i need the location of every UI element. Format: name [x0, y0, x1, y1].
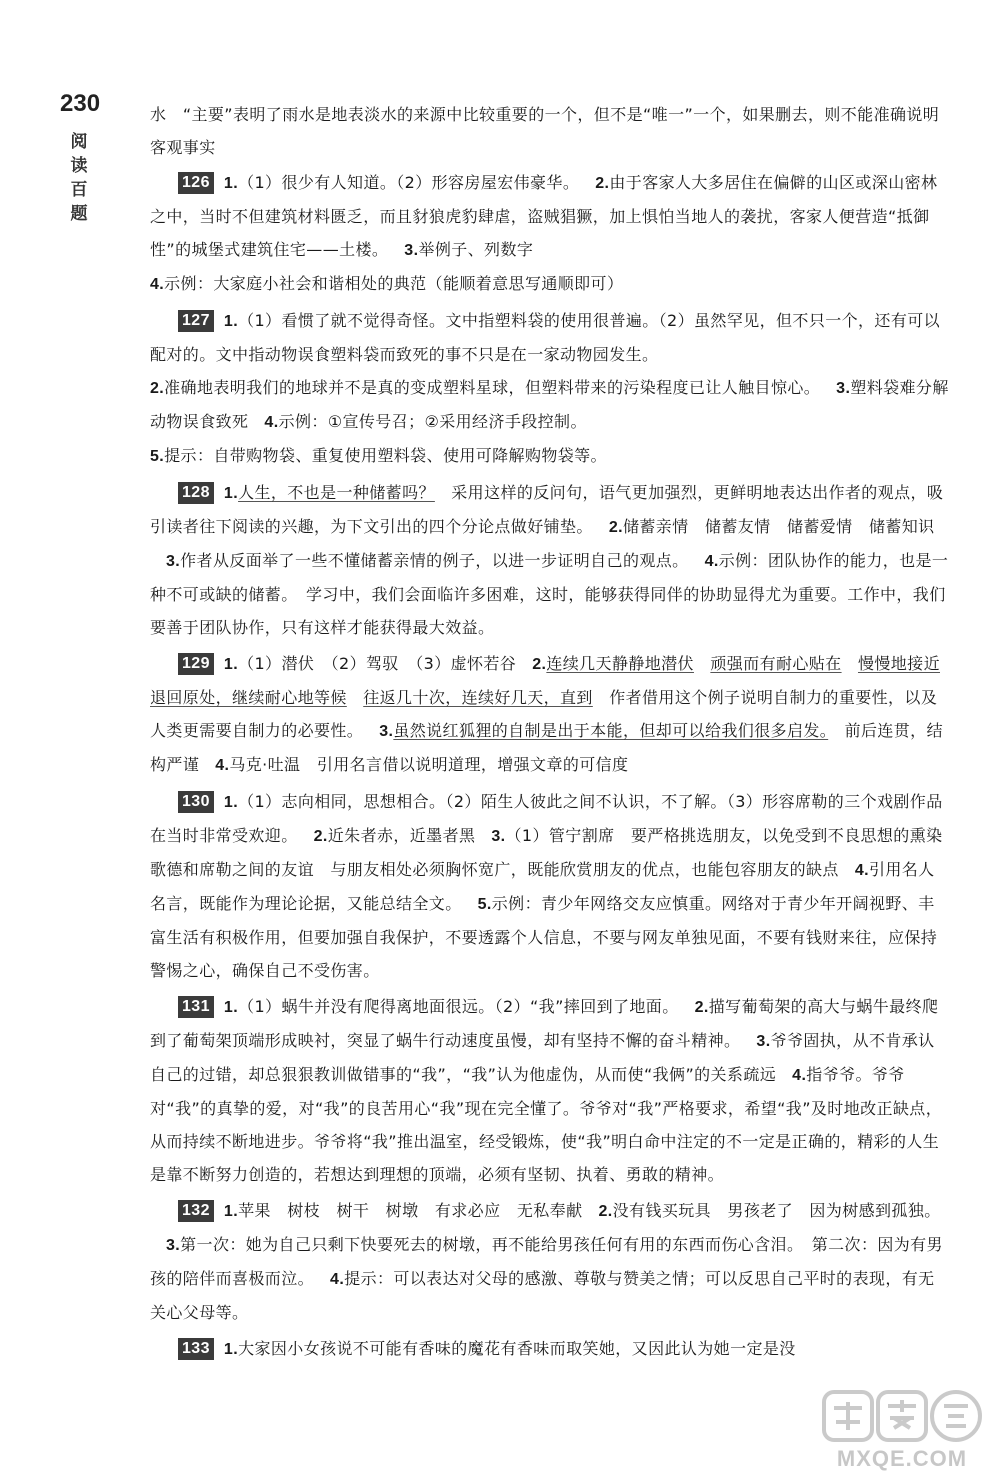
item-text: （1）看惯了就不觉得奇怪。文中指塑料袋的使用很普遍。（2）虽然罕见，但不只一个，还有可以配对的。文中指动物误食塑料袋而致死的事不只是在一家动物园发生。: [150, 311, 941, 364]
item-text: 示例：①宣传号召；②采用经济手段控制。: [278, 412, 587, 431]
item-text: 塑料袋难分解 动物误食致死: [150, 378, 966, 431]
page-number: 230: [60, 90, 101, 117]
underlined-quote: 虽然说红狐狸的自制是出于本能，但却可以给我们很多启发。: [393, 721, 829, 740]
answer-126: [150, 166, 950, 301]
item-text: 示例：大家庭小社会和谐相处的典范（能顺着意思写通顺即可）: [164, 274, 624, 293]
item-number: 4.: [150, 276, 165, 293]
item-number: 4.: [792, 1067, 807, 1084]
answer-content: [150, 98, 966, 1369]
underlined-phrase: 退回原处，继续耐心地等候: [150, 688, 347, 707]
item-number: 2.: [150, 380, 165, 397]
question-number-badge: 127: [178, 310, 214, 332]
item-text: 由于客家人大多居住在偏僻的山区或深山密林之中，当时不但建筑材料匮乏，而且豺狼虎豹肆虐，盗贼猖獗，加上惧怕当地人的袭扰，客家人便营造“抵御性”的城堡式建筑住宅——土楼。: [150, 173, 938, 259]
item-text: 示例：青少年网络交友应慎重。网络对于青少年开阔视野、丰富生活有积极作用，但要加强自我保护，不要透露个人信息，不要与网友单独见面，不要有钱财来往，应保持警惕之心，确保自己不受伤害。: [150, 894, 938, 980]
item-number: 2.: [595, 175, 610, 192]
item-number: 1.: [223, 1203, 239, 1220]
underlined-phrase: 连续几天静静地潜伏: [546, 654, 694, 673]
item-text: 准确地表明我们的地球并不是真的变成塑料星球，但塑料带来的污染程度已让人触目惊心。: [164, 378, 821, 397]
side-title-char: 百: [70, 180, 88, 200]
item-number: 5.: [477, 896, 492, 913]
answer-129: [150, 647, 950, 782]
question-number-badge: 131: [178, 996, 214, 1018]
intro-text: “主要”表明了雨水是地表淡水的来源中比较重要的一个，但不是“唯一”一个，如果删去，则不能准确说明客观事实: [150, 105, 940, 157]
item-number: 2.: [313, 828, 328, 845]
item-number: 1.: [223, 656, 239, 673]
item-text: 苹果 树枝 树干 树墩 有求必应 无私奉献: [238, 1201, 583, 1220]
item-text: 储蓄亲情 储蓄友情 储蓄爱情 储蓄知识: [622, 517, 935, 536]
item-number: 2.: [694, 999, 709, 1016]
side-title-char: 阅: [70, 132, 88, 152]
answer-131: [150, 990, 950, 1191]
item-number: 1.: [223, 175, 239, 192]
item-text: （1）管宁割席 要严格挑选朋友，以免受到不良思想的熏染 歌德和席勒之间的友谊 与朋友相处必须胸怀宽广，既能欣赏朋友的优点，也能包容朋友的缺点: [150, 826, 959, 879]
item-text: 指爷爷。爷爷对“我”的真挚的爱，对“我”的良苦用心“我”现在完全懂了。爷爷对“我”严格要求，希望“我”及时地改正缺点，从而持续不断地进步。爷爷将“我”推出温室，经受锻炼，使“我”明白命中注定的不一定是正确的，精彩的人生是靠不断努力创造的，若想达到理想的顶端，必须有坚韧、执着、勇敢的精神。: [150, 1065, 943, 1184]
question-number-badge: 132: [178, 1200, 214, 1222]
item-text: 采用这样的反问句，语气更加强烈，更鲜明地表达出作者的观点，吸引读者往下阅读的兴趣，为下文引出的四个分论点做好铺垫。: [150, 483, 944, 536]
item-text: 示例：团队协作的能力，也是一种不可或缺的储蓄。 学习中，我们会面临许多困难，这时，能够获得同伴的协助显得尤为重要。工作中，我们要善于团队协作，只有这样才能获得最大效益。: [150, 551, 949, 637]
question-number-badge: 126: [178, 172, 214, 194]
item-text: 描写葡萄架的高大与蜗牛最终爬到了葡萄架顶端形成映衬，突显了蜗牛行动速度虽慢，却有坚持不懈的奋斗精神。: [150, 997, 939, 1050]
answer-132: [150, 1194, 950, 1329]
intro-lead: 水: [150, 105, 167, 124]
item-number: 2.: [598, 1203, 613, 1220]
item-number: 1.: [223, 794, 239, 811]
item-number: 4.: [704, 553, 719, 570]
question-number-badge: 129: [178, 653, 214, 675]
side-title-char: 题: [70, 204, 88, 224]
item-number: 3.: [756, 1033, 771, 1050]
question-number-badge: 130: [178, 791, 214, 813]
item-text: （1）潜伏 （2）驾驭 （3）虚怀若谷: [238, 654, 517, 673]
question-number-badge: 133: [178, 1338, 214, 1360]
intro-paragraph: [150, 98, 950, 164]
item-text: 作者借用这个例子说明自制力的重要性，以及人类更需要自制力的必要性。: [150, 688, 938, 740]
answer-133: [150, 1332, 950, 1366]
underlined-phrase: 往返几十次，连续好几天，直到: [363, 688, 593, 707]
item-text: 第一次：她为自己只剩下快要死去的树墩，再不能给男孩任何有用的东西而伤心含泪。 第二次：因为有男孩的陪伴而喜极而泣。: [150, 1235, 943, 1288]
item-text: （1）很少有人知道。（2）形容房屋宏伟豪华。: [238, 173, 580, 192]
side-title: [68, 130, 90, 226]
item-number: 3.: [404, 242, 419, 259]
item-number: 1.: [223, 313, 239, 330]
item-text: 举例子、列数字: [418, 240, 534, 259]
item-number: 2.: [532, 656, 547, 673]
item-text: 引用名人名言，既能作为理论论据，又能总结全文。: [150, 860, 935, 913]
side-title-char: 读: [70, 156, 88, 176]
item-number: 3.: [379, 723, 394, 740]
item-number: 3.: [836, 380, 851, 397]
item-number: 3.: [491, 828, 506, 845]
item-text: 没有钱买玩具 男孩老了 因为树感到孤独。: [612, 1201, 941, 1220]
item-text: 马克·吐温 引用名言借以说明道理，增强文章的可信度: [229, 755, 629, 774]
item-text: （1）志向相同，思想相合。（2）陌生人彼此之间不认识，不了解。（3）形容席勒的三个戏剧作品在当时非常受欢迎。: [150, 792, 943, 845]
underlined-phrase: 慢慢地接近: [857, 654, 940, 673]
watermark-cn-logo: [822, 1388, 982, 1444]
item-text: 作者从反面举了一些不懂储蓄亲情的例子，以进一步证明自己的观点。: [180, 551, 689, 570]
underlined-phrase: 顽强而有耐心贴在: [710, 654, 842, 673]
item-number: 3.: [166, 1237, 181, 1254]
item-number: 5.: [150, 448, 165, 465]
item-number: 1.: [223, 485, 239, 502]
item-text: 提示：自带购物袋、重复使用塑料袋、使用可降解购物袋等。: [164, 446, 607, 465]
item-text: 提示：可以表达对父母的感激、尊敬与赞美之情；可以反思自己平时的表现，有无关心父母等。: [150, 1269, 935, 1322]
item-text: 前后连贯，结构严谨: [150, 721, 943, 774]
item-number: 3.: [166, 553, 181, 570]
item-number: 4.: [264, 414, 279, 431]
item-number: 1.: [223, 1341, 239, 1358]
item-number: 2.: [608, 519, 623, 536]
item-text: 近朱者赤，近墨者黑: [327, 826, 476, 845]
answer-130: [150, 785, 959, 987]
item-text: 大家因小女孩说不可能有香味的魔花有香味而取笑她，又因此认为她一定是没: [238, 1339, 796, 1358]
item-number: 1.: [223, 999, 239, 1016]
item-text: （1）蜗牛并没有爬得离地面很远。（2）“我”摔回到了地面。: [238, 997, 679, 1016]
watermark-logo: [822, 1388, 982, 1476]
answer-128: [150, 476, 950, 644]
item-text: 爷爷固执，从不肯承认自己的过错，却总狠狠教训做错事的“我”，“我”认为他虚伪，从而使“我俩”的关系疏远: [150, 1031, 935, 1084]
watermark-en-text: MXQE.COM: [836, 1446, 968, 1471]
underlined-quote: 人生，不也是一种储蓄吗？: [238, 483, 435, 502]
question-number-badge: 128: [178, 482, 214, 504]
answer-127: [150, 304, 966, 473]
item-number: 4.: [330, 1271, 345, 1288]
item-number: 4.: [215, 757, 230, 774]
item-number: 4.: [854, 862, 869, 879]
